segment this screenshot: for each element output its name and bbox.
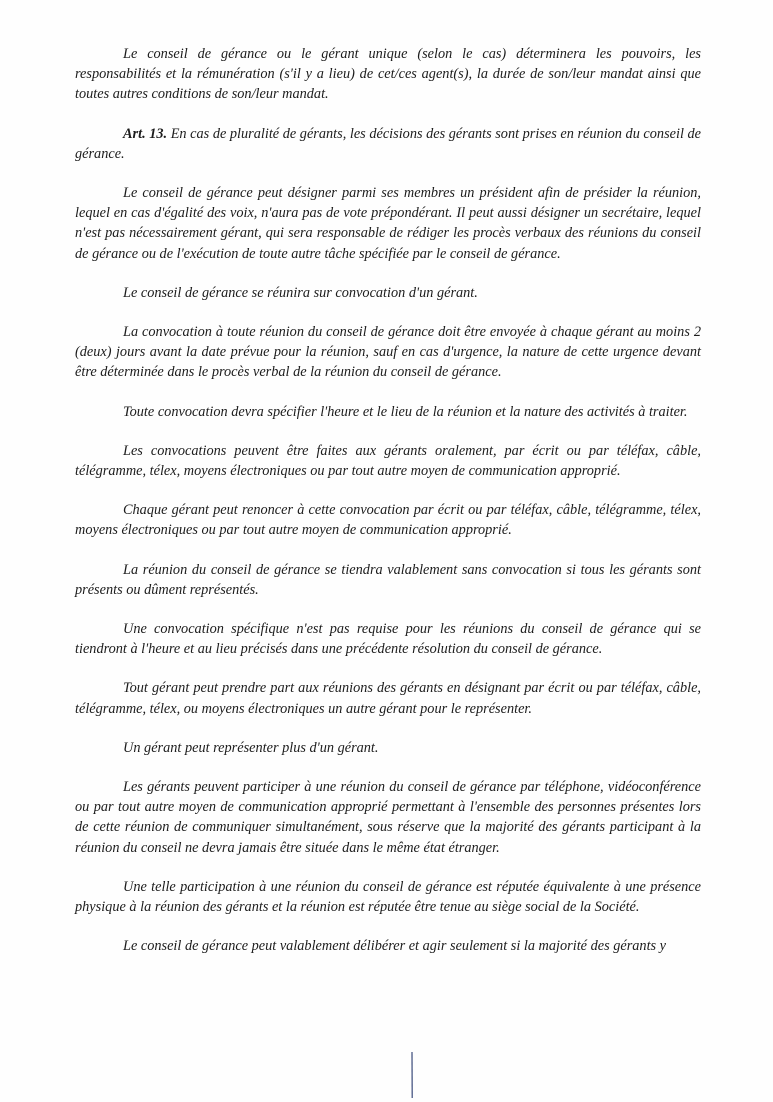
paragraph-text: Le conseil de gérance se réunira sur convocation d'un gérant. [123,284,478,301]
paragraph [75,560,701,600]
paragraph-text: Chaque gérant peut renoncer à cette convocation par écrit ou par téléfax, câble, télégramme, télex, moyens électroniques ou par tout autre moyen de communication approprié. [75,502,701,539]
paragraph [75,678,701,718]
pen-stroke-mark [411,1052,413,1098]
paragraph-text: Tout gérant peut prendre part aux réunions des gérants en désignant par écrit ou par téléfax, câble, télégramme, télex, ou moyens électroniques un autre gérant pour le représenter. [75,680,701,717]
paragraph [75,283,701,303]
paragraph [75,402,701,422]
paragraph-text: La réunion du conseil de gérance se tiendra valablement sans convocation si tous les gérants sont présents ou dûment représentés. [75,561,701,598]
paragraph-last [75,936,701,956]
paragraph [75,619,701,659]
paragraph-text: Le conseil de gérance peut désigner parmi ses membres un président afin de présider la réunion, lequel en cas d'égalité des voix, n'aura pas de vote prépondérant. Il peut aussi désigner un secrétaire, lequel n'est pas nécessairement gérant, qui sera responsable de rédiger les procès verbaux des réunions du conseil de gérance ou de l'exécution de toute autre tâche spécifiée par le conseil de gérance. [75,185,701,262]
paragraph-text: Le conseil de gérance peut valablement délibérer et agir seulement si la majorité des gérants y [123,938,667,955]
paragraph-text: Le conseil de gérance ou le gérant unique (selon le cas) déterminera les pouvoirs, les responsabilités et la rémunération (s'il y a lieu) de cet/ces agent(s), la durée de son/leur mandat ainsi que toutes autres conditions de son/leur mandat. [75,46,701,103]
paragraph [75,44,701,105]
paragraph [75,777,701,858]
document-body [75,44,701,976]
paragraph-text: La convocation à toute réunion du conseil de gérance doit être envoyée à chaque gérant au moins 2 (deux) jours avant la date prévue pour la réunion, sauf en cas d'urgence, la nature de cette urgence devant être déterminée dans le procès verbal de la réunion du conseil de gérance. [75,324,701,381]
paragraph-text: Une convocation spécifique n'est pas requise pour les réunions du conseil de gérance qui se tiendront à l'heure et au lieu précisés dans une précédente résolution du conseil de gérance. [75,621,701,658]
paragraph [75,183,701,264]
paragraph-text: Les gérants peuvent participer à une réunion du conseil de gérance par téléphone, vidéoconférence ou par tout autre moyen de communication approprié permettant à l'ensemble des personnes présentes lors de cette réunion de communiquer simultanément, sous réserve que la majorité des gérants participant à la réunion du conseil ne devra jamais être située dans le même état étranger. [75,779,701,856]
paragraph [75,877,701,917]
paragraph [75,322,701,383]
paragraph-text: Un gérant peut représenter plus d'un gérant. [123,739,379,756]
paragraph [75,738,701,758]
paragraph-text: En cas de pluralité de gérants, les décisions des gérants sont prises en réunion du conseil de gérance. [75,125,702,162]
paragraph [75,500,701,540]
article-label: Art. 13. [123,125,168,142]
paragraph-text: Une telle participation à une réunion du conseil de gérance est réputée équivalente à une présence physique à la réunion des gérants et la réunion est réputée être tenue au siège social de la Société. [75,878,701,916]
paragraph-text: Les convocations peuvent être faites aux gérants oralement, par écrit ou par téléfax, câble, télégramme, télex, moyens électroniques ou par tout autre moyen de communication approprié. [75,442,701,480]
paragraph [75,441,701,481]
paragraph-text: Toute convocation devra spécifier l'heure et le lieu de la réunion et la nature des activités à traiter. [123,403,688,420]
article-13-paragraph [75,124,701,164]
